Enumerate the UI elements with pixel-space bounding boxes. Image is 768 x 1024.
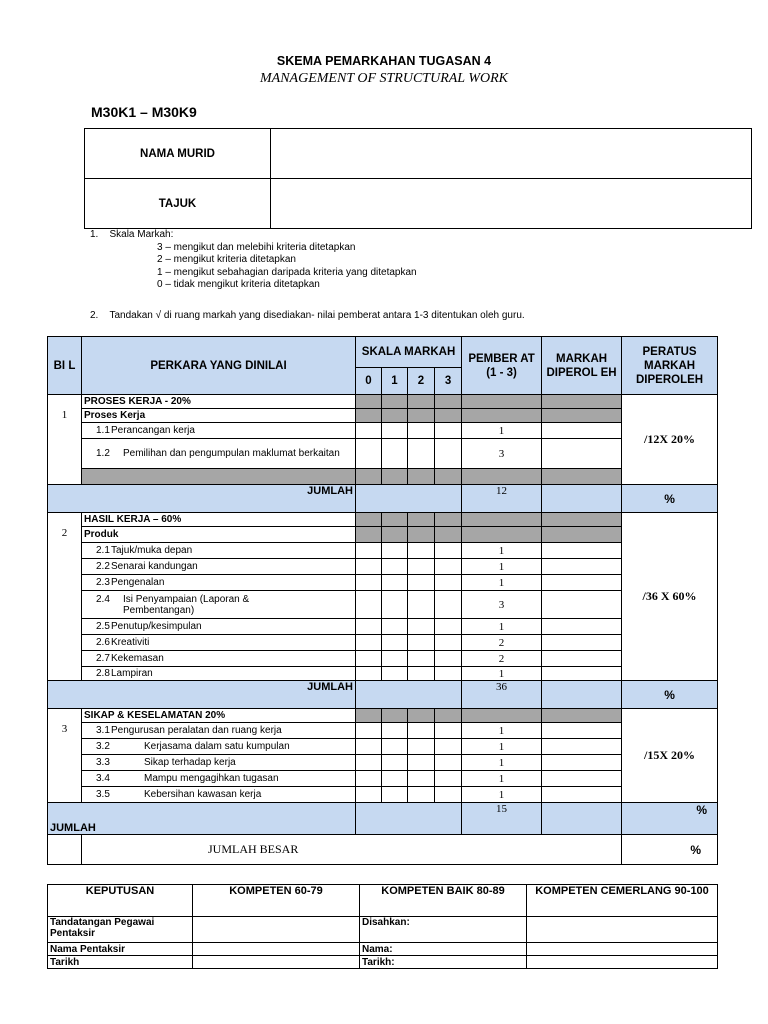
score-cell[interactable]	[356, 619, 382, 635]
grey-cell	[542, 409, 622, 423]
score-cell[interactable]	[435, 771, 462, 787]
table-row	[48, 651, 718, 667]
disahkan-label: Disahkan:	[360, 917, 527, 943]
item-number: 2.7	[96, 653, 110, 664]
weight-cell: 3	[462, 591, 542, 619]
grey-cell	[408, 513, 435, 527]
score-cell[interactable]	[435, 755, 462, 771]
item-label: Kerjasama dalam satu kumpulan	[144, 741, 290, 752]
item-label: Mampu mengagihkan tugasan	[144, 773, 279, 784]
item-number: 2.5	[96, 621, 110, 632]
decision-table	[47, 884, 718, 969]
grey-cell	[408, 709, 435, 723]
item-number: 3.1	[96, 725, 110, 736]
header-perkara: PERKARA YANG DINILAI	[82, 337, 356, 395]
score-cell[interactable]	[435, 619, 462, 635]
score-cell[interactable]	[408, 739, 435, 755]
section-total-label: JUMLAH	[48, 681, 356, 709]
note-title: Skala Markah:	[109, 229, 174, 240]
item-label: Pengurusan peralatan dan ruang kerja	[111, 725, 282, 736]
weight-cell: 3	[462, 439, 542, 469]
grey-cell	[356, 469, 382, 485]
table-row	[48, 575, 718, 591]
score-cell[interactable]	[408, 667, 435, 681]
item-number: 3.5	[96, 789, 110, 800]
score-cell[interactable]	[356, 543, 382, 559]
score-cell[interactable]	[356, 651, 382, 667]
tandatangan-field[interactable]	[193, 917, 360, 943]
score-cell[interactable]	[356, 667, 382, 681]
score-cell[interactable]	[408, 619, 435, 635]
grey-cell	[356, 527, 382, 543]
score-cell[interactable]	[356, 439, 382, 469]
section-title: SIKAP & KESELAMATAN 20%	[82, 709, 356, 723]
score-cell[interactable]	[435, 723, 462, 739]
item-label: Perancangan kerja	[111, 425, 195, 436]
score-cell[interactable]	[356, 771, 382, 787]
score-cell[interactable]	[408, 559, 435, 575]
nama-pentaksir-label: Nama Pentaksir	[48, 943, 193, 956]
grey-cell	[542, 469, 622, 485]
grey-cell	[542, 709, 622, 723]
grey-cell	[408, 527, 435, 543]
score-cell[interactable]	[382, 755, 408, 771]
score-cell[interactable]	[435, 423, 462, 439]
weight-cell: 1	[462, 739, 542, 755]
section-subtitle: Produk	[82, 527, 356, 543]
score-cell[interactable]	[356, 723, 382, 739]
score-cell[interactable]	[435, 439, 462, 469]
weight-cell: 1	[462, 755, 542, 771]
table-row	[48, 739, 718, 755]
grey-cell	[356, 395, 382, 409]
score-cell[interactable]	[435, 543, 462, 559]
tarikh-label: Tarikh	[48, 956, 193, 969]
score-cell[interactable]	[408, 651, 435, 667]
nama-murid-label: NAMA MURID	[85, 129, 271, 179]
note-text: Tandakan √ di ruang markah yang disediakan- nilai pemberat antara 1-3 ditentukan oleh guru.	[109, 310, 525, 321]
header-markah: MARKAH DIPEROL EH	[542, 337, 622, 395]
grey-cell	[462, 527, 542, 543]
score-cell[interactable]	[382, 651, 408, 667]
section-formula: /12X 20%	[622, 395, 718, 485]
grey-cell	[382, 527, 408, 543]
table-row	[48, 755, 718, 771]
kompeten-label: KOMPETEN 60-79	[193, 885, 360, 917]
grey-cell	[462, 513, 542, 527]
score-cell[interactable]	[382, 543, 408, 559]
grey-cell	[382, 395, 408, 409]
header-pemberat: PEMBER AT (1 - 3)	[462, 337, 542, 395]
grey-cell	[435, 513, 462, 527]
scale-line: 1 – mengikut sebahagian daripada kriteria yang ditetapkan	[157, 266, 417, 278]
score-cell[interactable]	[356, 559, 382, 575]
score-cell[interactable]	[435, 651, 462, 667]
score-cell[interactable]	[356, 591, 382, 619]
section-total-label: JUMLAH	[48, 485, 356, 513]
doc-title: SKEMA PEMARKAHAN TUGASAN 4	[276, 54, 492, 68]
marks-cell[interactable]	[542, 651, 622, 667]
nama-label: Nama:	[360, 943, 527, 956]
note-number: 2.	[90, 310, 99, 321]
score-cell[interactable]	[356, 739, 382, 755]
grey-cell	[382, 513, 408, 527]
score-cell[interactable]	[408, 787, 435, 803]
score-cell[interactable]	[435, 575, 462, 591]
table-row	[48, 667, 718, 681]
header-scale-2: 2	[408, 368, 435, 395]
header-scale-1: 1	[382, 368, 408, 395]
header-scale-0: 0	[356, 368, 382, 395]
blue-cell	[356, 803, 462, 835]
scale-notes	[90, 229, 417, 292]
section-number: 3	[48, 709, 82, 803]
score-cell[interactable]	[435, 635, 462, 651]
section-title: HASIL KERJA – 60%	[82, 513, 356, 527]
header-scale-3: 3	[435, 368, 462, 395]
weight-cell: 2	[462, 651, 542, 667]
item-number: 1.1	[96, 425, 110, 436]
item-number: 2.6	[96, 637, 110, 648]
grey-cell	[382, 709, 408, 723]
score-cell[interactable]	[435, 559, 462, 575]
tarikh2-field[interactable]	[527, 956, 718, 969]
item-number: 2.4	[96, 593, 110, 605]
kompeten-baik-label: KOMPETEN BAIK 80-89	[360, 885, 527, 917]
note-number: 1.	[90, 229, 99, 240]
tajuk-label: TAJUK	[85, 179, 271, 229]
item-number: 2.3	[96, 577, 110, 588]
item-number: 2.2	[96, 561, 110, 572]
score-cell[interactable]	[382, 667, 408, 681]
weight-cell: 1	[462, 575, 542, 591]
item-number: 3.3	[96, 757, 110, 768]
grey-cell	[435, 527, 462, 543]
marks-cell[interactable]	[542, 591, 622, 619]
section-number: 1	[48, 395, 82, 485]
scale-line: 3 – mengikut dan melebihi kriteria ditetapkan	[157, 241, 356, 253]
nama-field[interactable]	[527, 943, 718, 956]
grey-cell	[435, 469, 462, 485]
disahkan-field[interactable]	[527, 917, 718, 943]
weight-cell: 1	[462, 423, 542, 439]
item-label: Lampiran	[111, 668, 153, 679]
grey-cell	[435, 409, 462, 423]
marks-cell[interactable]	[542, 439, 622, 469]
table-row	[48, 619, 718, 635]
weight-cell: 1	[462, 771, 542, 787]
grey-cell	[542, 527, 622, 543]
header-peratus: PERATUS MARKAH DIPEROLEH	[622, 337, 718, 395]
tarikh2-label: Tarikh:	[360, 956, 527, 969]
course-code: M30K1 – M30K9	[91, 104, 197, 120]
score-cell[interactable]	[435, 667, 462, 681]
table-row	[48, 591, 718, 619]
score-cell[interactable]	[382, 787, 408, 803]
score-cell[interactable]	[356, 575, 382, 591]
grey-cell	[382, 409, 408, 423]
weight-cell: 1	[462, 559, 542, 575]
empty-cell	[48, 835, 82, 865]
score-cell[interactable]	[408, 423, 435, 439]
marks-cell[interactable]	[542, 771, 622, 787]
score-cell[interactable]	[356, 787, 382, 803]
weight-cell: 1	[462, 619, 542, 635]
marks-cell[interactable]	[542, 619, 622, 635]
item-label: Tajuk/muka depan	[111, 545, 193, 556]
score-cell[interactable]	[382, 423, 408, 439]
item-label: Penutup/kesimpulan	[111, 621, 202, 632]
grey-cell	[435, 709, 462, 723]
weight-cell: 1	[462, 543, 542, 559]
table-row	[48, 771, 718, 787]
scale-line: 0 – tidak mengikut kriteria ditetapkan	[157, 279, 320, 290]
table-row	[48, 723, 718, 739]
table-row	[48, 559, 718, 575]
score-cell[interactable]	[408, 591, 435, 619]
item-number: 1.2	[96, 448, 110, 459]
section-total: 36	[462, 681, 542, 709]
marks-cell[interactable]	[542, 755, 622, 771]
marks-cell[interactable]	[542, 635, 622, 651]
grey-cell	[542, 395, 622, 409]
item-label: Kreativiti	[111, 637, 150, 648]
section-total-label: JUMLAH	[48, 803, 356, 835]
item-label: Senarai kandungan	[111, 561, 198, 572]
item-label: Pengenalan	[111, 577, 165, 588]
grand-total-label: JUMLAH BESAR	[82, 835, 622, 865]
score-cell[interactable]	[408, 575, 435, 591]
nama-pentaksir-field[interactable]	[193, 943, 360, 956]
section-title: PROSES KERJA - 20%	[82, 395, 356, 409]
score-cell[interactable]	[382, 739, 408, 755]
grand-total-percent: %	[622, 835, 718, 865]
section-percent: %	[622, 681, 718, 709]
item-number: 3.4	[96, 773, 110, 784]
tajuk-field[interactable]	[271, 179, 752, 229]
grey-cell	[462, 469, 542, 485]
grey-cell	[462, 395, 542, 409]
grey-cell	[462, 709, 542, 723]
scale-line: 2 – mengikut kriteria ditetapkan	[157, 254, 296, 265]
table-row	[48, 635, 718, 651]
score-cell[interactable]	[356, 423, 382, 439]
score-cell[interactable]	[382, 591, 408, 619]
tarikh-field[interactable]	[193, 956, 360, 969]
grey-cell	[542, 513, 622, 527]
score-cell[interactable]	[408, 723, 435, 739]
marks-cell[interactable]	[542, 667, 622, 681]
instruction-note	[90, 310, 525, 321]
table-row	[48, 439, 718, 469]
nama-murid-field[interactable]	[271, 129, 752, 179]
score-cell[interactable]	[408, 771, 435, 787]
section-total: 12	[462, 485, 542, 513]
weight-cell: 2	[462, 635, 542, 651]
table-row	[48, 543, 718, 559]
item-label: Sikap terhadap kerja	[144, 757, 236, 768]
score-cell[interactable]	[382, 771, 408, 787]
score-cell[interactable]	[382, 439, 408, 469]
grey-cell	[408, 469, 435, 485]
score-cell[interactable]	[382, 575, 408, 591]
marks-cell[interactable]	[542, 787, 622, 803]
section-formula: /15X 20%	[622, 709, 718, 803]
grey-cell	[435, 395, 462, 409]
kompeten-cemerlang-label: KOMPETEN CEMERLANG 90-100	[527, 885, 718, 917]
header-skala: SKALA MARKAH	[356, 337, 462, 368]
student-info-table	[84, 128, 752, 229]
item-label: Pemilihan dan pengumpulan maklumat berkaitan	[123, 448, 340, 459]
score-cell[interactable]	[382, 619, 408, 635]
score-cell[interactable]	[408, 439, 435, 469]
section-total: 15	[462, 803, 542, 835]
marks-cell[interactable]	[542, 543, 622, 559]
score-cell[interactable]	[382, 723, 408, 739]
score-cell[interactable]	[382, 635, 408, 651]
blue-cell	[356, 485, 462, 513]
grey-cell	[408, 409, 435, 423]
item-number: 2.8	[96, 668, 110, 679]
score-cell[interactable]	[435, 739, 462, 755]
score-cell[interactable]	[356, 755, 382, 771]
score-cell[interactable]	[356, 635, 382, 651]
marks-cell[interactable]	[542, 575, 622, 591]
section-formula: /36 X 60%	[622, 513, 718, 681]
section-number: 2	[48, 513, 82, 681]
grey-cell	[356, 513, 382, 527]
score-cell[interactable]	[408, 543, 435, 559]
blue-cell	[356, 681, 462, 709]
score-cell[interactable]	[435, 787, 462, 803]
keputusan-label: KEPUTUSAN	[48, 885, 193, 917]
assessment-table	[47, 336, 718, 865]
score-cell[interactable]	[382, 559, 408, 575]
weight-cell: 1	[462, 723, 542, 739]
header-bil: BI L	[48, 337, 82, 395]
grey-cell	[462, 409, 542, 423]
table-row	[48, 423, 718, 439]
section-subtitle: Proses Kerja	[82, 409, 356, 423]
grey-cell	[82, 469, 356, 485]
marks-cell[interactable]	[542, 423, 622, 439]
blue-cell	[542, 485, 622, 513]
weight-cell: 1	[462, 787, 542, 803]
item-number: 3.2	[96, 741, 110, 752]
grey-cell	[408, 395, 435, 409]
score-cell[interactable]	[408, 635, 435, 651]
score-cell[interactable]	[408, 755, 435, 771]
marks-cell[interactable]	[542, 739, 622, 755]
item-label: Kekemasan	[111, 653, 164, 664]
item-number: 2.1	[96, 545, 110, 556]
grey-cell	[356, 409, 382, 423]
marks-cell[interactable]	[542, 559, 622, 575]
section-percent: %	[622, 485, 718, 513]
table-row	[48, 787, 718, 803]
grey-cell	[382, 469, 408, 485]
grey-cell	[356, 709, 382, 723]
doc-subtitle: MANAGEMENT OF STRUCTURAL WORK	[260, 71, 508, 86]
marks-cell[interactable]	[542, 723, 622, 739]
weight-cell: 1	[462, 667, 542, 681]
tandatangan-label: Tandatangan Pegawai Pentaksir	[48, 917, 193, 943]
blue-cell	[542, 681, 622, 709]
item-label: Isi Penyampaian (Laporan & Pembentangan)	[123, 593, 250, 616]
blue-cell	[542, 803, 622, 835]
section-percent: %	[622, 803, 718, 835]
score-cell[interactable]	[435, 591, 462, 619]
item-label: Kebersihan kawasan kerja	[144, 789, 262, 800]
